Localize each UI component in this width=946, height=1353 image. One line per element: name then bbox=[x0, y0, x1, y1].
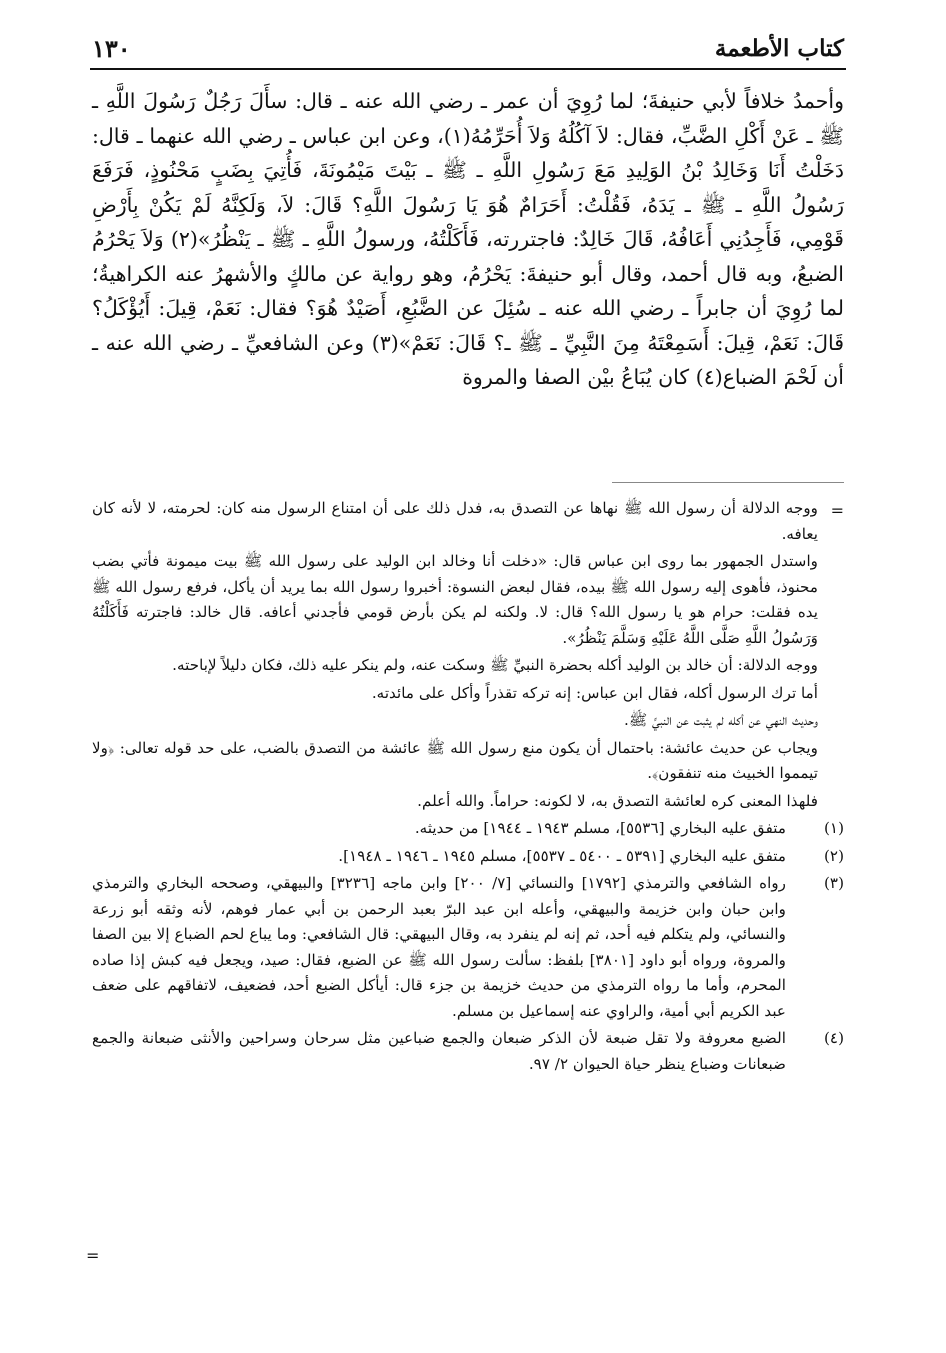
main-text bbox=[92, 84, 844, 395]
page-header bbox=[92, 30, 844, 66]
footnote-3 bbox=[92, 871, 844, 1024]
footnote-paragraph: ووجه الدلالة: أن خالد بن الوليد أكله بحضرة النبيِّ ﷺ وسكت عنه، ولم ينكر عليه ذلك، فكان دليلاً لإباحته. bbox=[172, 656, 818, 674]
footnote-text: متفق عليه البخاري [٥٣٩١ ـ ٥٤٠٠ ـ ٥٥٣٧]، مسلم ١٩٤٥ ـ ١٩٤٦ ـ ١٩٤٨]. bbox=[338, 846, 786, 865]
footnote-number: (٣) bbox=[823, 874, 844, 892]
footnote-4 bbox=[92, 1026, 844, 1077]
footnote-text: رواه الشافعي والترمذي [١٧٩٢] والنسائي [٧/ ٢٠٠] وابن ماجه [٣٢٣٦] والبيهقي، وصححه البخاري والترمذي وابن حبان وابن خزيمة والبيهقي، وأعله ابن عبد البرّ بعبد الرحمن بن أبي عمار فوهم، لأنه وثقه أبو زرعة والنسائي، ولم يتكلم فيه أحد، ثم إنه لم ينفرد به، وقال البيهقي: قال الشافعي: وما يباع لحم الضباع إلا بين الصفا والمروة، ورواه أبو داود [٣٨٠١] بلفظ: سألت رسول الله ﷺ عن الضبع، فقال: صيد، ويجعل فيه كبش إذا صاده المحرم، وأما ما رواه الترمذي من حديث خزيمة بن جزء قال: أيأكل الضبع أحد، فضعيف، لاتفاقهم على ضعف عبد الكريم أبي أمية، والراوي عنه إسماعيل بن مسلم. bbox=[92, 874, 786, 1020]
footnote-continuation bbox=[92, 496, 844, 814]
footnote-number: (٤) bbox=[823, 1029, 844, 1047]
footnote-number: (١) bbox=[823, 819, 844, 837]
footnote-paragraph: أما ترك الرسول أكله، فقال ابن عباس: إنه تركه تقذراً وأكل على مائدته. bbox=[371, 683, 818, 702]
continuation-marker-end: = bbox=[86, 1246, 100, 1265]
continuation-marker: = bbox=[830, 501, 844, 520]
footnote-paragraph: وحديث النهي عن أكله لم يثبت عن النبيِّ ﷺ. bbox=[624, 711, 818, 729]
footnote-2 bbox=[92, 844, 844, 870]
main-paragraph: وأحمدُ خلافاً لأبي حنيفةَ؛ لما رُوِيَ أن عمر ـ رضي الله عنه ـ قال: سأَلَ رَجُلٌ رَسُولَ اللَّهِ ـ ﷺ ـ عَنْ أَكْلِ الضَّبِّ، فقال: لاَ آكُلُهُ وَلاَ أُحَرِّمُهُ(١)، وعن ابن عباس ـ رضي الله عنهما ـ قال: دَخَلْتُ أَنَا وَخَالِدُ بْنُ الوَلِيدِ مَعَ رَسُولِ اللَّهِ ـ ﷺ ـ بَيْتَ مَيْمُونَةَ، فَأُتِيَ بِضَبٍ مَحْنُوذٍ، فَرَفَعَ رَسُولُ اللَّهِ ـ ﷺ ـ يَدَهُ، فَقُلْتُ: أَحَرَامٌ هُوَ يَا رَسُولَ اللَّهِ؟ قَالَ: لاَ، وَلَكِنَّهُ لَمْ يَكُنْ بِأَرْضِ قَوْمِي، فَأَجِدُنِي أَعَافُهُ، قَالَ خَالِدٌ: فاجتررته، فَأَكَلْتُهُ، ورسولُ اللَّهِ ـ ﷺ ـ يَنْظُرُ»(٢) وَلاَ يَحْرُمُ الضبعُ، وبه قال أحمد، وقال أبو حنيفةَ: يَحْرُمُ، وهو رواية عن مالكٍ والأشهرُ عنه الكراهيةُ؛ لما رُوِيَ أن جابراً ـ رضي الله عنه ـ سُئِلَ عن الضَّبُعِ، أَصَيْدٌ هُوَ؟ فقال: نَعَمْ، قِيلَ: أَيُؤْكَلُ؟ قَالَ: نَعَمْ، قِيلَ: أَسَمِعْتَهُ مِنَ النَّبِيِّ ـ ﷺ ـ؟ قَالَ: نَعَمْ»(٣) وعن الشافعيِّ ـ رضي الله عنه ـ أن لَحْمَ الضباع(٤) كان يُبَاعُ بيْن الصفا والمروة bbox=[92, 89, 845, 389]
footnote-number: (٢) bbox=[823, 846, 844, 865]
footnote-separator bbox=[612, 482, 844, 483]
page-number: ١٣٠ bbox=[92, 33, 131, 63]
running-title: كتاب الأطعمة bbox=[714, 34, 844, 62]
header-rule bbox=[90, 68, 846, 70]
footnote-paragraph: ويجاب عن حديث عائشة: باحتمال أن يكون منع رسول الله ﷺ عائشة من التصدق بالضب، على حد قوله تعالى: ﴿ولا تيمموا الخبيث منه تنفقون﴾. bbox=[92, 738, 818, 782]
footnote-paragraph: واستدل الجمهور بما روى ابن عباس قال: «دخلت أنا وخالد ابن الوليد على رسول الله ﷺ بيت ميمونة فأتي بضب محنوذ، فأهوى إليه رسول الله ﷺ بيده، فقال لبعض النسوة: أخبروا رسول الله بما يريد أن يأكل، فرفع رسول الله ﷺ يده فقلت: حرام هو يا رسول الله؟ قال: لا. ولكنه لم يكن بأرض قومي فأجدني أعافه. قال خالد: فاجترته فَأَكَلْتُهُ وَرَسُولُ اللَّهِ صَلَّى اللَّهُ عَلَيْهِ وَسَلَّمَ يَنْظُرُ». bbox=[92, 552, 818, 647]
footnote-1 bbox=[92, 816, 844, 842]
footnotes-area bbox=[92, 496, 844, 1077]
footnote-paragraph: ووجه الدلالة أن رسول الله ﷺ نهاها عن التصدق به، فدل ذلك على أن امتناع الرسول منه كان: لحرمته، لا لأنه كان يعافه. bbox=[92, 499, 818, 543]
footnote-text: الضبع معروفة ولا تقل ضبعة لأن الذكر ضبعان والجمع ضباعين مثل سرحان وسراحين والأنثى ضبعانة والجمع ضبعانات وضباع ينظر حياة الحيوان ٢/ ٩٧. bbox=[92, 1029, 786, 1073]
footnote-paragraph: فلهذا المعنى كره لعائشة التصدق به، لا لكونه: حراماً. والله أعلم. bbox=[417, 791, 818, 810]
footnote-text: متفق عليه البخاري [٥٥٣٦]، مسلم ١٩٤٣ ـ ١٩٤٤] من حديثه. bbox=[414, 819, 786, 837]
